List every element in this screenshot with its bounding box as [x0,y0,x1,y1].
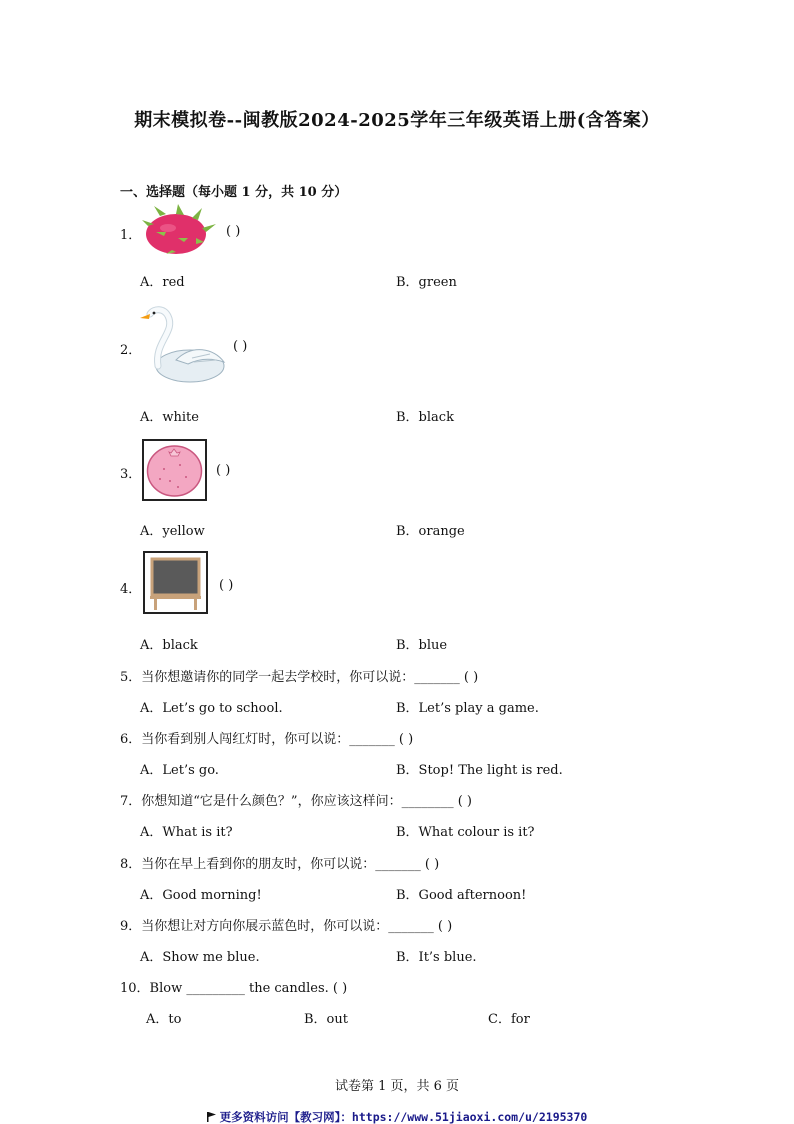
blackboard-icon [143,551,208,614]
option-b[interactable]: B．Let’s play a game. [396,701,539,716]
option-b[interactable]: B．orange [396,524,465,539]
question-7: 7．你想知道“它是什么颜色？”，你应该这样问：________ ( ) [120,794,472,809]
question-2-number: 2． [120,343,142,358]
option-a[interactable]: A．Let’s go. [140,763,219,778]
option-a[interactable]: A．Show me blue. [140,950,260,965]
option-b[interactable]: B．Stop! The light is red. [396,763,563,778]
option-a[interactable]: A．Good morning! [140,888,262,903]
answer-blank: ( ) [216,463,231,478]
page-footer: 试卷第 1 页，共 6 页 [334,1079,460,1094]
question-6: 6．当你看到别人闯红灯时，你可以说：_______ ( ) [120,732,414,747]
answer-blank: ( ) [226,224,241,239]
option-a[interactable]: A．black [140,638,198,653]
option-a[interactable]: A．Let’s go to school. [140,701,283,716]
option-b[interactable]: B．black [396,410,454,425]
page-title: 期末模拟卷--闽教版2024-2025学年三年级英语上册(含答案） [134,110,660,131]
question-3-number: 3． [120,467,142,482]
question-10: 10．Blow _________ the candles. ( ) [120,981,348,996]
dragon-fruit-icon [140,202,220,258]
answer-blank: ( ) [233,339,248,354]
pink-fruit-icon [142,439,207,501]
option-a[interactable]: A．white [140,410,199,425]
question-4-number: 4． [120,582,142,597]
option-b[interactable]: B．blue [396,638,448,653]
question-8: 8．当你在早上看到你的朋友时，你可以说：_______ ( ) [120,857,440,872]
option-a[interactable]: A．red [140,275,185,290]
question-1-number: 1． [120,228,142,243]
swan-icon [136,302,228,388]
option-a[interactable]: A．to [146,1012,182,1027]
option-c[interactable]: C．for [488,1012,530,1027]
option-b[interactable]: B．What colour is it? [396,825,535,840]
option-a[interactable]: A．yellow [140,524,205,539]
question-5: 5．当你想邀请你的同学一起去学校时，你可以说：_______ ( ) [120,670,479,685]
question-9: 9．当你想让对方向你展示蓝色时，你可以说：_______ ( ) [120,919,453,934]
option-b[interactable]: B．out [304,1012,348,1027]
option-b[interactable]: B．Good afternoon! [396,888,527,903]
section-heading: 一、选择题（每小题 1 分，共 10 分） [120,185,348,200]
promo-link[interactable] [0,1109,794,1124]
option-b[interactable]: B．It’s blue. [396,950,477,965]
answer-blank: ( ) [219,578,234,593]
flag-icon [207,1112,216,1122]
option-a[interactable]: A．What is it? [140,825,233,840]
promo-text: 更多资料访问【教习网】：https://www.51jiaoxi.com/u/2195370 [219,1110,588,1124]
option-b[interactable]: B．green [396,275,457,290]
